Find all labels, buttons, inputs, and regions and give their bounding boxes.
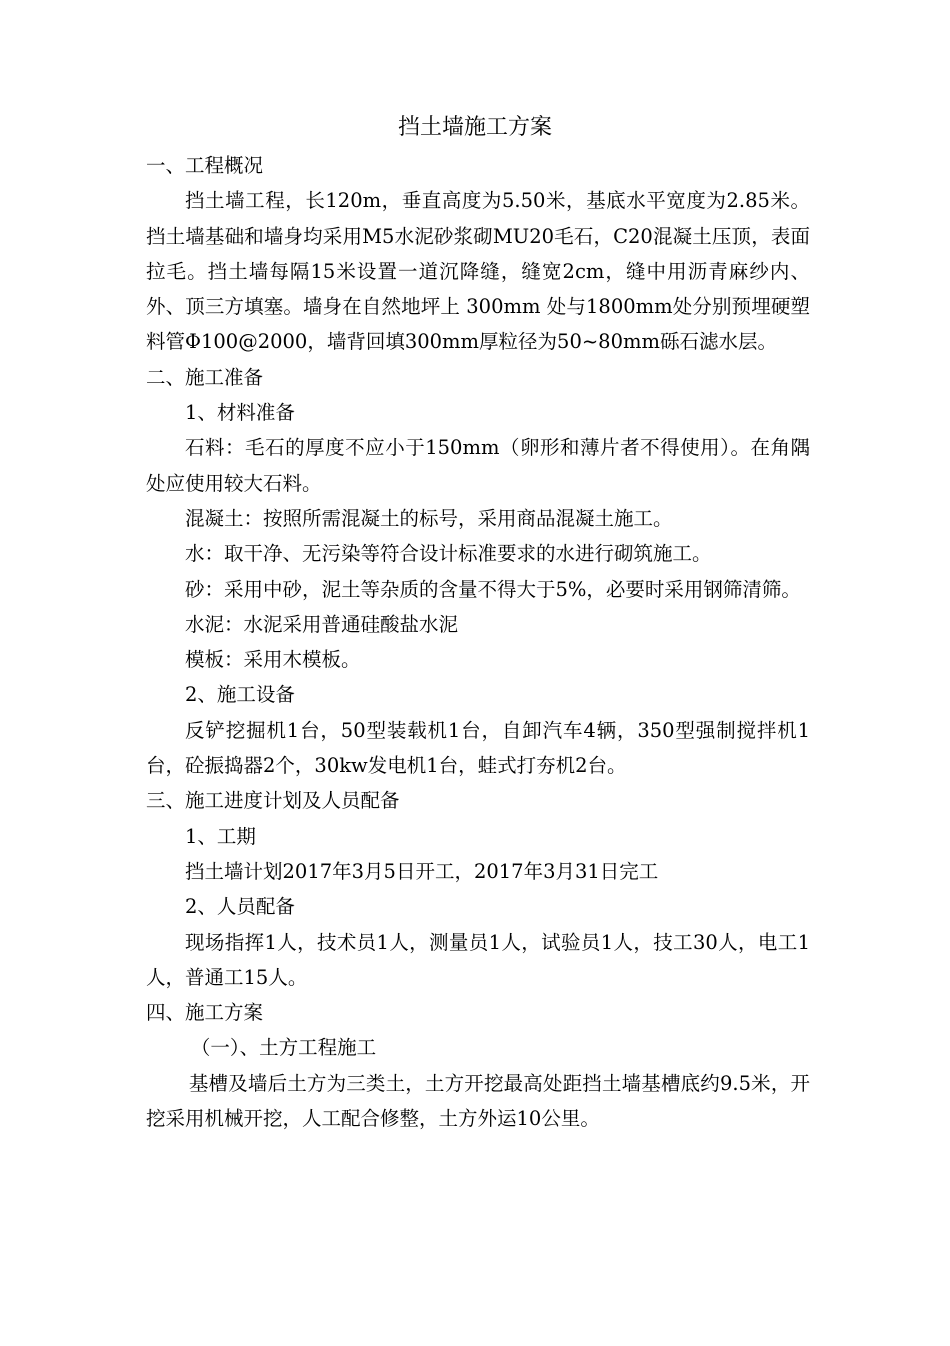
subheading-duration: 1、工期	[185, 824, 256, 848]
paragraph-sand: 砂：采用中砂，泥土等杂质的含量不得大于5%，必要时采用钢筛清筛。	[185, 577, 801, 601]
document-body	[146, 148, 810, 1136]
paragraph-water: 水：取干净、无污染等符合设计标准要求的水进行砌筑施工。	[185, 542, 712, 566]
paragraph-concrete: 混凝土：按照所需混凝土的标号，采用商品混凝土施工。	[185, 506, 673, 530]
paragraph-stone: 石料：毛石的厚度不应小于150mm（卵形和薄片者不得使用）。在角隅处应使用较大石料。	[146, 436, 810, 495]
paragraph-formwork: 模板：采用木模板。	[185, 648, 361, 672]
section-heading-schedule: 三、施工进度计划及人员配备	[146, 789, 400, 813]
subheading-staffing: 2、人员配备	[185, 895, 295, 919]
section-heading-preparation: 二、施工准备	[146, 365, 264, 389]
paragraph-cement: 水泥：水泥采用普通硅酸盐水泥	[185, 612, 459, 636]
section-heading-construction-plan: 四、施工方案	[146, 1001, 264, 1025]
subheading-earthwork: （一）、土方工程施工	[190, 1036, 377, 1060]
paragraph-duration: 挡土墙计划2017年3月5日开工，2017年3月31日完工	[185, 859, 659, 883]
paragraph-staffing: 现场指挥1人，技术员1人，测量员1人，试验员1人，技工30人，电工1人，普通工15人。	[146, 930, 810, 989]
section-heading-overview: 一、工程概况	[146, 154, 264, 177]
paragraph-earthwork: 基槽及墙后土方为三类土，土方开挖最高处距挡土墙基槽底约9.5米，开挖采用机械开挖，人工配合修整，土方外运10公里。	[146, 1071, 810, 1131]
paragraph-equipment: 反铲挖掘机1台，50型装载机1台，自卸汽车4辆，350型强制搅拌机1台，砼振捣器2个，30kw发电机1台，蛙式打夯机2台。	[146, 718, 810, 778]
paragraph-overview: 挡土墙工程，长120m，垂直高度为5.50米，基底水平宽度为2.85米。挡土墙基础和墙身均采用M5水泥砂浆砌MU20毛石，C20混凝土压顶，表面拉毛。挡土墙每隔15米设置一道沉降缝，缝宽2cm，缝中用沥青麻纱内、外、顶三方填塞。墙身在自然地坪上 300mm 处与1800mm处分别预埋硬塑料管Φ100@2000，墙背回填300mm厚粒径为50~80mm砾石滤水层。	[146, 189, 810, 354]
subheading-equipment: 2、施工设备	[185, 683, 295, 707]
subheading-materials: 1、材料准备	[185, 401, 295, 425]
document-title: 挡土墙施工方案	[397, 115, 552, 140]
